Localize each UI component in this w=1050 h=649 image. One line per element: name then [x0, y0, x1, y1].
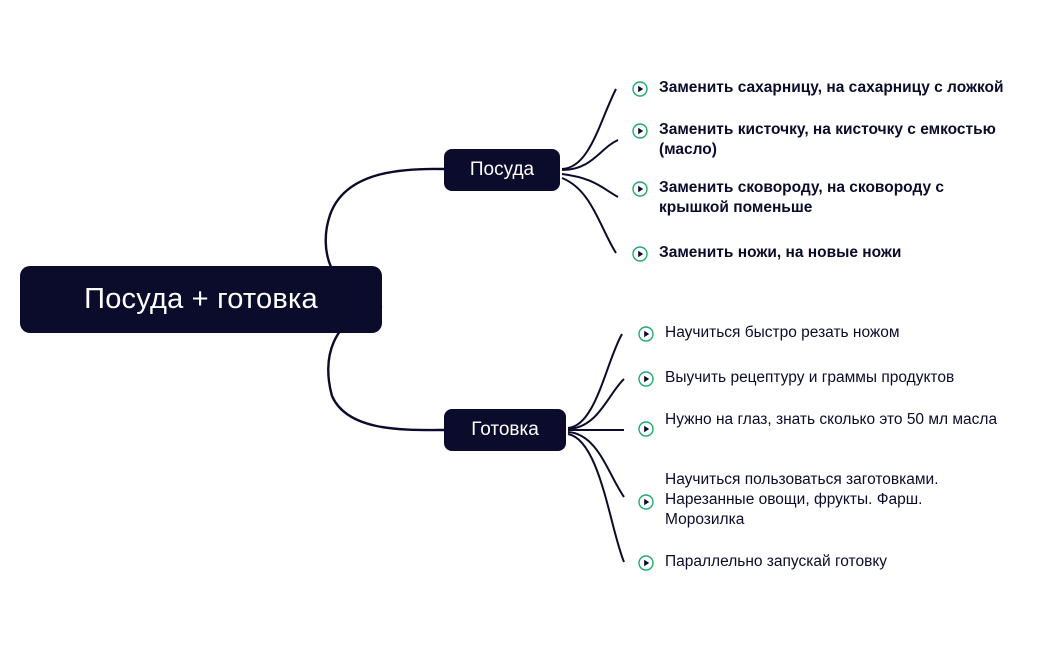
mindmap-root-node[interactable] [20, 266, 382, 333]
play-circle-icon [638, 494, 654, 510]
play-circle-icon [638, 421, 654, 437]
mindmap-branch-posuda-label: Посуда [469, 159, 535, 180]
mindmap-leaf-label: Нужно на глаз, знать сколько это 50 мл масла [665, 411, 998, 428]
edge-gotovka-2 [568, 379, 624, 429]
mindmap-root-label: Посуда + готовка [84, 283, 318, 315]
edge-posuda-4 [562, 178, 616, 253]
play-circle-icon [632, 246, 648, 262]
mindmap-leaf-posuda-1[interactable] [632, 78, 1032, 98]
mindmap-leaf-posuda-2[interactable] [632, 120, 1032, 160]
play-circle-icon [632, 123, 648, 139]
mindmap-branch-posuda[interactable] [444, 149, 560, 191]
mindmap-leaf-label: Научиться быстро резать ножом [665, 324, 900, 341]
mindmap-leaf-gotovka-1[interactable] [638, 323, 1018, 343]
play-circle-icon [638, 326, 654, 342]
edge-gotovka-1 [568, 334, 622, 428]
mindmap-leaf-gotovka-2[interactable] [638, 368, 1038, 388]
mindmap-branch-gotovka[interactable] [444, 409, 566, 451]
mindmap-leaf-posuda-4[interactable] [632, 243, 992, 263]
edge-posuda-3 [562, 174, 618, 197]
play-circle-icon [638, 371, 654, 387]
mindmap-leaf-label: Параллельно запускай готовку [665, 553, 888, 570]
mindmap-leaf-label: Заменить ножи, на новые ножи [659, 244, 902, 261]
play-circle-icon [632, 181, 648, 197]
mindmap-leaf-gotovka-4[interactable] [638, 470, 988, 529]
edge-gotovka-5 [568, 434, 624, 562]
mindmap-leaf-label: Заменить кисточку, на кисточку с емкостью (масло) [659, 121, 996, 158]
mindmap-leaf-gotovka-5[interactable] [638, 552, 1018, 572]
mindmap-leaf-label: Заменить сковороду, на сковороду с крышкой поменьше [659, 179, 945, 216]
play-circle-icon [638, 555, 654, 571]
edge-gotovka-4 [568, 432, 624, 497]
mindmap-leaf-label: Выучить рецептуру и граммы продуктов [665, 369, 955, 386]
mindmap-leaf-label: Заменить сахарницу, на сахарницу с ложкой [659, 79, 1004, 96]
mindmap-leaf-posuda-3[interactable] [632, 178, 992, 218]
mindmap-branch-gotovka-label: Готовка [471, 419, 539, 440]
play-circle-icon [632, 81, 648, 97]
mindmap-leaf-gotovka-3[interactable] [638, 410, 998, 437]
edge-posuda-1 [562, 89, 616, 169]
edge-posuda-2 [562, 140, 618, 170]
mindmap-leaf-label: Научиться пользоваться заготовками. Нарезанные овощи, фрукты. Фарш. Морозилка [665, 471, 939, 528]
